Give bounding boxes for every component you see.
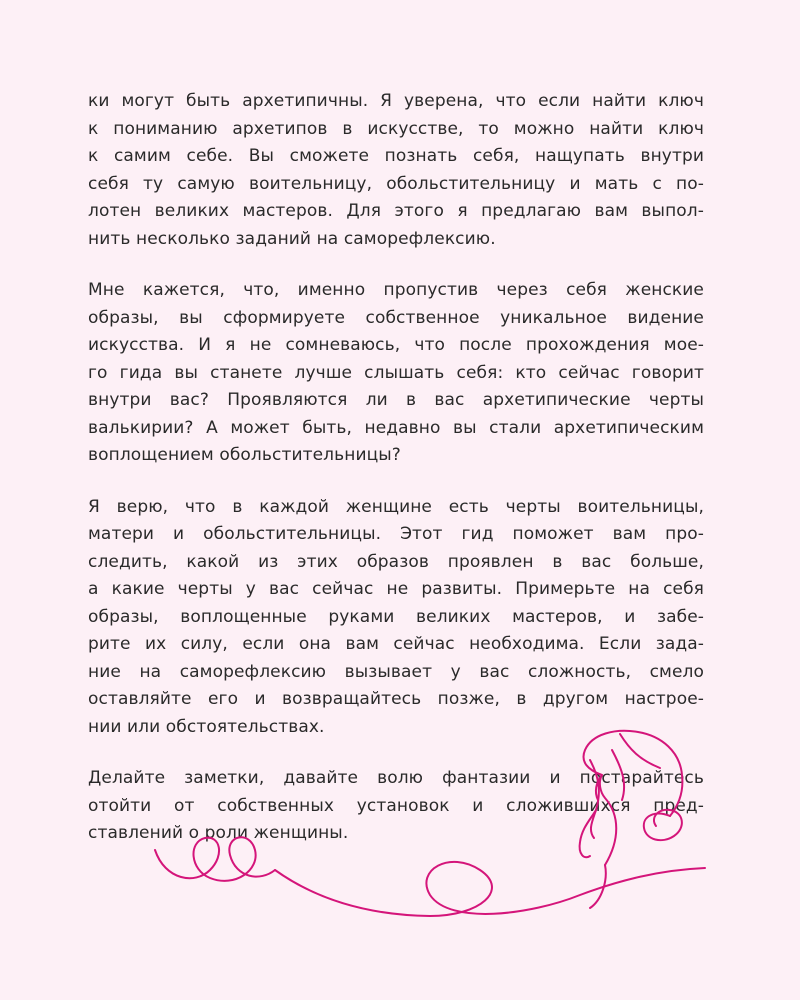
text-line: рите их силу, если она вам сейчас необходима. Если зада-: [88, 634, 704, 654]
text-line: Делайте заметки, давайте волю фантазии и постарайтесь: [88, 768, 704, 788]
text-line: следить, какой из этих образов проявлен в вас больше,: [88, 551, 704, 572]
paragraph-1: [88, 88, 704, 253]
text-line: ние на саморефлексию вызывает у вас сложность, смело: [88, 661, 704, 682]
text-line: ки могут быть архетипичны. Я уверена, что если найти ключ: [88, 91, 704, 111]
text-line: валькирии? А может быть, недавно вы стали архетипическим: [88, 417, 704, 438]
text-line: образы, вы сформируете собственное уникальное видение: [88, 307, 704, 328]
text-line: а какие черты у вас сейчас не развиты. Примерьте на себя: [88, 579, 704, 599]
paragraph-3: [88, 494, 704, 742]
text-line: образы, воплощенные руками великих мастеров, и забе-: [88, 606, 704, 627]
woman-line-art-icon: [150, 720, 710, 930]
paragraph-2: [88, 277, 704, 470]
text-line: к самим себе. Вы сможете познать себя, нащупать внутри: [88, 146, 704, 166]
text-line: к пониманию архетипов в искусстве, то можно найти ключ: [88, 118, 704, 139]
text-line: Мне кажется, что, именно пропустив через себя женские: [88, 280, 704, 300]
text-line: нии или обстоятельствах.: [88, 716, 325, 737]
text-line: воплощением обольстительницы?: [88, 445, 401, 465]
text-line: себя ту самую воительницу, обольстительницу и мать с по-: [88, 173, 704, 194]
text-line: нить несколько заданий на саморефлексию.: [88, 228, 496, 249]
text-line: внутри вас? Проявляются ли в вас архетипические черты: [88, 390, 704, 410]
text-line: оставляйте его и возвращайтесь позже, в другом настрое-: [88, 689, 704, 709]
text-line: отойти от собственных установок и сложившихся пред-: [88, 795, 704, 816]
text-line: Я верю, что в каждой женщине есть черты воительницы,: [88, 496, 704, 517]
text-line: го гида вы станете лучше слышать себя: кто сейчас говорит: [88, 362, 704, 383]
text-line: лотен великих мастеров. Для этого я предлагаю вам выпол-: [88, 201, 704, 221]
text-line: ставлений о роли женщины.: [88, 823, 349, 843]
text-line: искусства. И я не сомневаюсь, что после прохождения мое-: [88, 335, 704, 355]
text-line: матери и обольстительницы. Этот гид поможет вам про-: [88, 524, 704, 544]
